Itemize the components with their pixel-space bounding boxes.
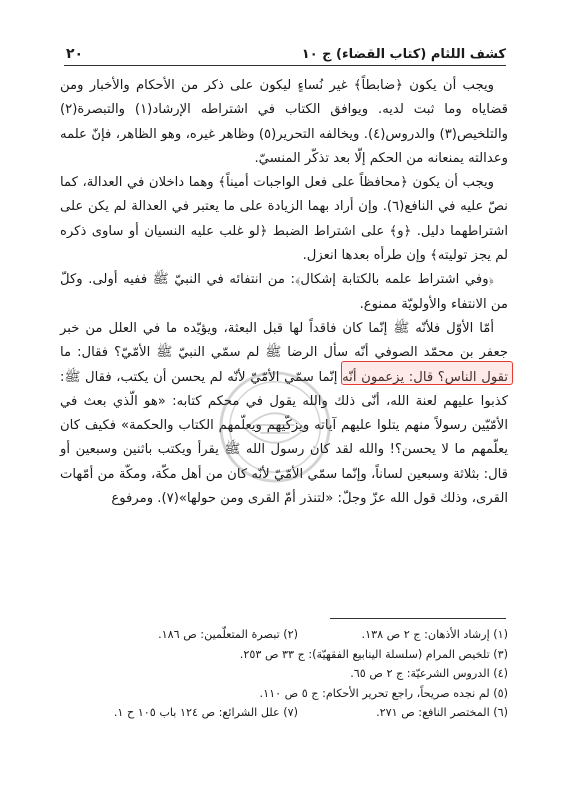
footnote: (٢) تبصرة المتعلّمين: ص ١٨٦. xyxy=(158,628,298,641)
footnote-rule xyxy=(330,618,506,619)
footnote-row xyxy=(90,664,508,684)
paragraph: أمّا الأوّل فلأنّه ﷺ إنّما كان فاقداً لها قبل البعثة، ويؤيّده ما في العلل من خبر جعفر بن محمّد الصوفي أنّه سأل الرضا ﷺ لم سمّي النبيّ ﷺ الأمّيّ؟ فقال: ما تقول الناس؟ قال: يزعمون أنّه إنّما سمّي الأمّيّ لأنّه لم يحسن أن يكتب، فقال ﷺ: كذبوا عليهم لعنة الله، أنّى ذلك والله يقول في محكم كتابه: «هو الّذي بعث في الأمّيّين رسولاً منهم يتلوا عليهم آياته ويزكّيهم ويعلّمهم الكتاب والحكمة» فكيف كان يعلّمهم ما لا يحسن؟! والله لقد كان رسول الله ﷺ يقرأ ويكتب باثنين وسبعين أو قال: بثلاثة وسبعين لساناً، وإنّما سمّي الأمّيّ لأنّه كان من أهل مكّة، ومكّة من أمّهات القرى، وذلك قول الله عزّ وجلّ: «لتنذر أمّ القرى ومن حولها»(٧). ومرفوع xyxy=(60,320,508,507)
header-rule xyxy=(64,65,506,66)
footnote: (٤) الدروس الشرعيّة: ج ٢ ص ٦٥. xyxy=(350,667,508,681)
paragraph: ويجب أن يكون ﴿محافظاً على فعل الواجبات أميناً﴾ وهما داخلان في العدالة، كما نصّ عليه في النافع(٦). وإن أراد بهما الزيادة على ما يعتبر في العدالة لم يكن على اشتراطهما دليل. ﴿و﴾ على اشتراط الضبط ﴿لو غلب عليه النسيان أو ساوى ذكره لم يجز توليته﴾ وإن طرأه بعدها انعزل. xyxy=(60,175,508,264)
paragraph: ويجب أن يكون ﴿ضابطاً﴾ غير نُساءٍ ليكون على ذكر من الأحكام والأخبار ومن قضاياه وما ثبت لديه. ويوافق الكتاب في اشتراطه الإرشاد(١) والتبصرة(٢) والتلخيص(٣) والدروس(٤). ويخالفه التحرير(٥) وظاهر غيره، وهو الظاهر، فإنّ علمه وعدالته يمنعانه من الحكم إلّا بعد تذكّر المنسيّ. xyxy=(60,78,508,166)
footnote: (٧) علل الشرائع: ص ١٢٤ باب ١٠٥ ح ١. xyxy=(113,706,298,720)
footnote-row xyxy=(90,703,508,723)
page-number: ٢٠ xyxy=(66,46,84,62)
main-text xyxy=(60,74,508,511)
footnote-row xyxy=(90,645,508,665)
footnote: (١) إرشاد الأذهان: ج ٢ ص ١٣٨. xyxy=(361,628,508,641)
page-header xyxy=(66,40,506,62)
paragraph: ﴿وفي اشتراط علمه بالكتابة إشكال﴾: من انتفائه في النبيّ ﷺ ففيه أولى. وكلّ من الانتفاء والأولويّة ممنوع. xyxy=(60,272,508,312)
footnote: (٦) المختصر النافع: ص ٢٧١. xyxy=(376,706,508,720)
footnote-row xyxy=(90,684,508,704)
running-title: كشف اللثام (كتاب القضاء) ج ١٠ xyxy=(301,47,506,62)
footnotes xyxy=(90,625,508,723)
footnote: (٣) تلخيص المرام (سلسلة الينابيع الفقهيّة): ج ٣٣ ص ٢٥٣. xyxy=(239,647,508,661)
footnote-row xyxy=(90,625,508,645)
footnote: (٥) لم نجده صريحاً، راجع تحرير الأحكام: ج ٥ ص ١١٠. xyxy=(259,686,508,700)
